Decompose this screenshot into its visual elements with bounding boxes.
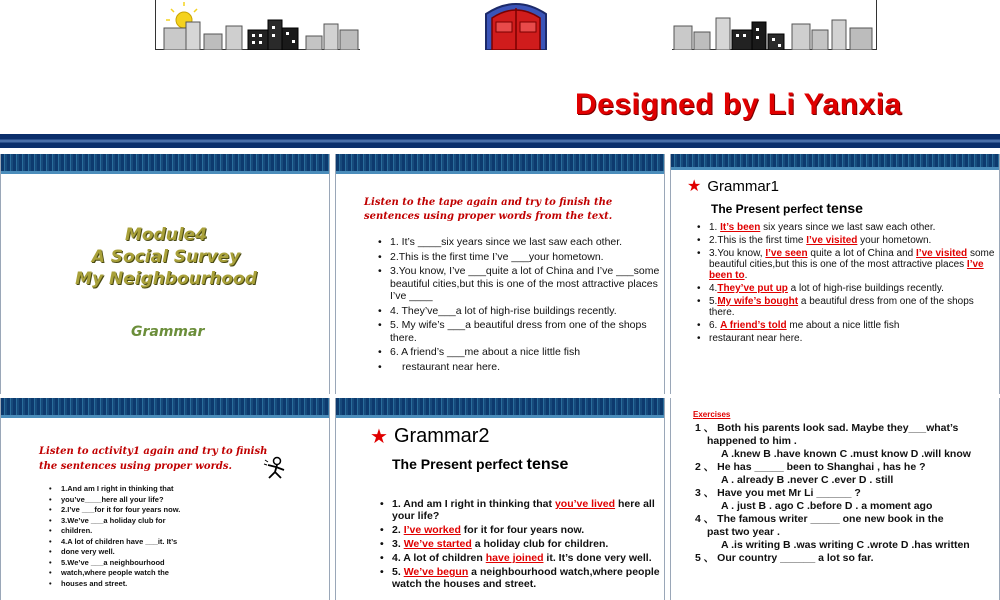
slide-thumbnail-5[interactable] [335,398,665,600]
list-item [697,296,997,318]
sentence-text: 1. And am I right in thinking that [392,498,555,510]
city-skyline-right [672,0,877,50]
slide-thumbnail-4[interactable] [0,398,330,600]
sentence-text: 3. [392,538,404,550]
list-item [697,333,997,344]
sentence-text: 6. [709,320,721,331]
sentence-text: . [744,270,748,281]
list-item: • 3.We’ve ___a holiday club for [49,516,269,527]
list-item: • children. [49,526,269,537]
designer-credit: Designed by Li Yanxia [575,88,902,121]
sentence-text: me about a nice little fish [786,320,900,331]
list-item: • 5. My wife’s ___a beautiful dress from one of the shops there. [378,319,663,344]
running-man-icon [263,456,289,480]
star-icon: ★ [687,178,702,195]
sentence-text: some beautiful cities,but this is one of the most attractive places [709,248,995,270]
module-subtitle: Grammar [131,324,205,340]
sentence-text: 2.This is the first time [709,235,807,246]
list-item [697,248,997,281]
slide-thumbnail-1[interactable] [0,154,330,394]
list-item [697,283,997,294]
banner-stripe [0,134,1000,148]
list-item: • you’ve____here all your life? [49,495,269,506]
slide-instruction: Listen to the tape again and try to finish the sentences using proper words from the text. [364,197,613,222]
list-item: • 3.You know, I’ve ___quite a lot of China and I’ve ___some beautiful cities,but this is one of the most attractive places I’ve ____ [378,265,663,303]
answer-text: A friend’s told [720,320,787,331]
list-item [697,320,997,331]
answer-text: I’ve visited [806,235,858,246]
exercise-line: A . just B . ago C .before D . a moment ago [721,500,933,512]
list-item [380,552,665,564]
slide-header-bar [1,398,329,418]
exercise-line: A .is writing B .was writing C .wrote D .has written [721,539,970,551]
answer-text: I’ve seen [765,248,808,259]
answer-text: I’ve worked [403,524,461,536]
sentence-text: 4. A lot of children [392,552,486,564]
skyline-left-icon [156,0,361,50]
sentence-text: six years since we last saw each other. [760,222,936,233]
answer-text: We’ve begun [403,566,469,578]
grammar-heading: ★ Grammar1 [687,177,780,195]
slide-header-bar [1,154,329,174]
list-item: • watch,where people watch the [49,568,269,579]
answer-text: My wife’s bought [717,296,799,307]
slide-header-bar [336,154,664,174]
exercise-line: 5 、 Our country ______ a lot so far. [695,552,874,564]
slide-thumbnail-6[interactable] [670,398,1000,600]
red-door-icon [482,0,550,50]
list-item: • 1.And am I right in thinking that [49,484,269,495]
sentence-text: 5. [392,566,404,578]
module-title: Module4 A Social Survey My Neighbourhood [75,225,257,289]
slide-header-bar [671,154,999,170]
sentence-text: your hometown. [857,235,932,246]
sentence-text: a beautiful dress from one of the shops there. [709,296,974,318]
exercise-line: past two year . [707,526,780,538]
exercise-line: 1 、 Both his parents look sad. Maybe they___what’s [695,422,959,434]
list-item: • 4. They’ve___a lot of high-rise buildings recently. [378,305,663,318]
star-icon: ★ [370,426,388,448]
list-item [380,524,665,536]
slide-header-bar [336,398,664,418]
list-item: • restaurant near here. [378,361,663,374]
sentence-text: 5. [709,296,718,307]
sentence-text: restaurant near here. [709,333,803,344]
skyline-right-icon [672,0,877,50]
answer-text: have joined [485,552,544,564]
list-item: • 2.I’ve ___for it for four years now. [49,505,269,516]
sentence-text: quite a lot of China and [807,248,917,259]
answer-text: It’s been [720,222,761,233]
answer-text: They’ve put up [717,283,788,294]
list-item: • houses and street. [49,579,269,590]
list-item [380,566,665,590]
answer-text: I’ve been to [709,259,984,281]
sentence-text: it. It’s done very well. [543,552,652,564]
sentence-list [378,236,663,375]
list-item: • 4.A lot of children have ___it. It’s [49,537,269,548]
exercise-line: happened to him . [707,435,797,447]
grammar-subheading: The Present perfect tense [392,456,569,473]
exercise-line: 2 、 He has _____ been to Shanghai , has he ? [695,461,926,473]
sentence-text: 3.You know, [709,248,766,259]
list-item [380,498,665,522]
grammar-subheading: The Present perfect tense [711,200,863,216]
sentence-text: here all your life? [392,498,655,522]
list-item [380,538,665,550]
list-item: • done very well. [49,547,269,558]
answer-text: We’ve started [403,538,472,550]
sentence-text: a lot of high-rise buildings recently. [787,283,944,294]
exercises-label: Exercises [693,410,731,419]
city-skyline-left [155,0,360,50]
list-item [697,235,997,246]
sentence-text: for it for four years now. [460,524,585,536]
answer-text: I’ve visited [916,248,968,259]
slide-thumbnail-2[interactable] [335,154,665,394]
list-item [697,222,997,233]
sentence-text: 2. [392,524,404,536]
sentence-text: 4. [709,283,718,294]
title-banner [0,0,1000,150]
list-item: • 5.We’ve ___a neighbourhood [49,558,269,569]
exercise-questions [695,422,987,565]
sentence-text: 1. [709,222,721,233]
list-item: • 2.This is the first time I’ve ___your hometown. [378,251,663,264]
answer-list [380,498,665,592]
sentence-text: a neighbourhood watch,where people watch the houses and street. [392,566,660,590]
exercise-line: A . already B .never C .ever D . still [721,474,894,486]
slide-thumbnail-3[interactable] [670,154,1000,394]
slide-instruction: Listen to activity1 again and try to finish the sentences using proper words. [39,446,268,472]
sentence-list [49,484,269,589]
sentence-text: a holiday club for children. [471,538,609,550]
grammar-heading: ★ Grammar2 [370,425,490,448]
list-item: • 6. A friend’s ___me about a nice little fish [378,346,663,359]
answer-text: you’ve lived [554,498,616,510]
exercise-line: A .knew B .have known C .must know D .will know [721,448,971,460]
exercise-line: 4 、 The famous writer _____ one new book in the [695,513,944,525]
exercise-line: 3 、 Have you met Mr Li ______ ? [695,487,861,499]
answer-list [697,222,997,346]
list-item: • 1. It’s ____six years since we last saw each other. [378,236,663,249]
